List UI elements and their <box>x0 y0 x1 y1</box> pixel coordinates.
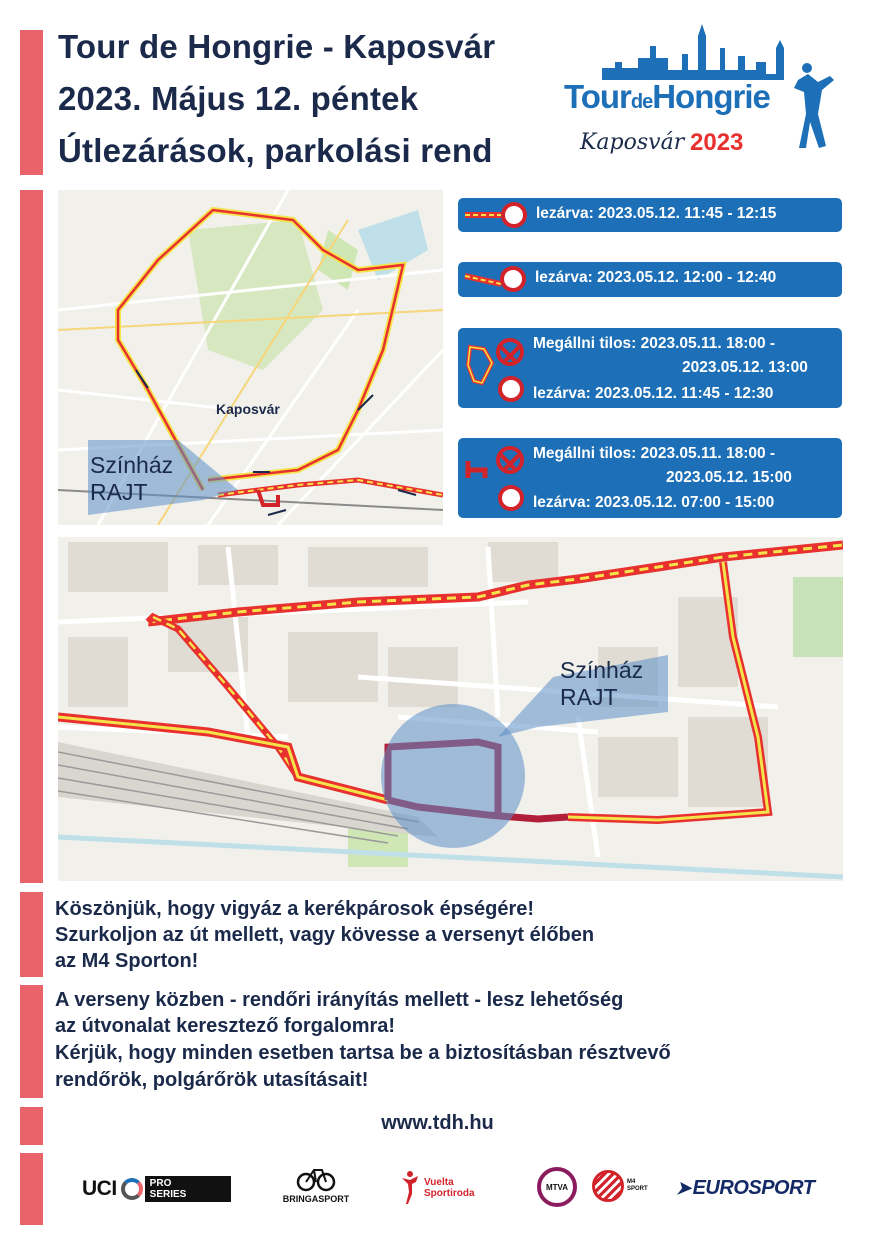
road-closed-icon <box>500 266 526 292</box>
uci-pro-text: PRO <box>149 1178 172 1189</box>
accent-bar-sponsors <box>20 1153 43 1225</box>
overview-start-label <box>90 452 173 506</box>
page-title-line1: Tour de Hongrie - Kaposvár <box>58 28 496 65</box>
mtva-logo <box>537 1167 577 1207</box>
detail-start-line2: RAJT <box>560 684 618 710</box>
eurosport-text: EUROSPORT <box>692 1177 815 1199</box>
logo-de: de <box>630 91 653 113</box>
logo-hongrie: Hongrie <box>652 78 770 115</box>
road-closed-icon <box>501 202 527 228</box>
uci-pro-series-badge <box>145 1176 231 1202</box>
info-line4: rendőrök, polgárőrök utasításait! <box>55 1069 369 1091</box>
legend-box-3 <box>458 328 842 408</box>
detail-start-line1: Színház <box>560 657 644 683</box>
vuelta-text <box>424 1177 475 1199</box>
bringasport-logo <box>284 1166 348 1204</box>
uci-text: UCI <box>82 1177 117 1200</box>
no-parking-icon <box>496 338 524 366</box>
legend-3-line1: Megállni tilos: 2023.05.11. 18:00 - <box>533 335 776 352</box>
legend-box-4 <box>458 438 842 518</box>
road-closed-icon <box>498 485 524 511</box>
legend-4-line3: lezárva: 2023.05.12. 07:00 - 15:00 <box>533 494 775 511</box>
eurosport-logo <box>676 1177 814 1200</box>
website-link[interactable]: www.tdh.hu <box>381 1112 494 1134</box>
logo-city: Kaposvár <box>580 130 685 155</box>
page-title-line3: Útlezárások, parkolási rend <box>58 132 493 169</box>
runner-icon <box>400 1170 420 1206</box>
overview-city-label: Kaposvár <box>216 401 280 417</box>
m4-sport-logo <box>592 1170 648 1202</box>
detail-map-graphic <box>58 537 843 881</box>
logo-tour: Tour <box>564 78 631 115</box>
thanks-line1: Köszönjük, hogy vigyáz a kerékpárosok épségére! <box>55 898 535 920</box>
info-line1: A verseny közben - rendőri irányítás mellett - lesz lehetőség <box>55 989 624 1011</box>
logo-year: 2023 <box>690 129 744 156</box>
m4-sport-word: SPORT <box>627 1186 648 1192</box>
dashed-route-icon <box>463 209 503 221</box>
accent-bar-thanks <box>20 892 43 977</box>
legend-4-line2: 2023.05.12. 15:00 <box>666 469 792 486</box>
accent-bar-title <box>20 30 43 175</box>
mtva-text: MTVA <box>545 1182 569 1192</box>
overview-start-line1: Színház <box>90 452 174 478</box>
legend-box-2 <box>458 262 842 297</box>
accent-bar-info <box>20 985 43 1098</box>
m4-disc-icon <box>592 1170 624 1202</box>
bicycle-icon <box>296 1166 336 1192</box>
info-line3: Kérjük, hogy minden esetben tartsa be a biztosításban résztvevő <box>55 1042 671 1064</box>
page-title-line2: 2023. Május 12. péntek <box>58 80 419 117</box>
legend-3-line2: 2023.05.12. 13:00 <box>682 359 808 376</box>
thanks-line3: az M4 Sporton! <box>55 950 199 972</box>
vuelta-sportiroda-logo <box>400 1170 475 1206</box>
tour-de-hongrie-logo <box>560 18 845 178</box>
closure-loop-icon <box>462 343 496 387</box>
eurosport-chevron-icon: ➤ <box>676 1178 691 1198</box>
uci-pro-series-logo <box>82 1176 231 1202</box>
detail-map <box>58 537 843 881</box>
sportiroda-word: Sportiroda <box>424 1188 475 1199</box>
no-parking-icon <box>496 446 524 474</box>
m4-word: M4 <box>627 1179 636 1185</box>
bringasport-text: BRINGASPORT <box>282 1194 350 1204</box>
legend-3-line3: lezárva: 2023.05.12. 11:45 - 12:30 <box>533 385 774 402</box>
m4-text <box>627 1179 648 1193</box>
thanks-line2: Szurkoljon az út mellett, vagy kövesse a versenyt élőben <box>55 924 595 946</box>
legend-box-1 <box>458 198 842 232</box>
legend-1-text: lezárva: 2023.05.12. 11:45 - 12:15 <box>536 205 777 222</box>
solid-route-icon <box>463 272 503 288</box>
legend-2-text: lezárva: 2023.05.12. 12:00 - 12:40 <box>535 269 777 286</box>
info-line2: az útvonalat keresztező forgalomra! <box>55 1015 396 1037</box>
legend-4-line1: Megállni tilos: 2023.05.11. 18:00 - <box>533 445 776 462</box>
uci-rings-icon <box>121 1178 143 1200</box>
road-closed-icon <box>498 376 524 402</box>
accent-bar-maps <box>20 190 43 883</box>
closure-corner-icon <box>463 458 493 482</box>
overview-map <box>58 190 443 525</box>
uci-series-text: SERIES <box>149 1189 187 1200</box>
vuelta-word: Vuelta <box>424 1177 454 1188</box>
overview-start-line2: RAJT <box>90 479 148 505</box>
detail-start-label <box>560 657 643 711</box>
